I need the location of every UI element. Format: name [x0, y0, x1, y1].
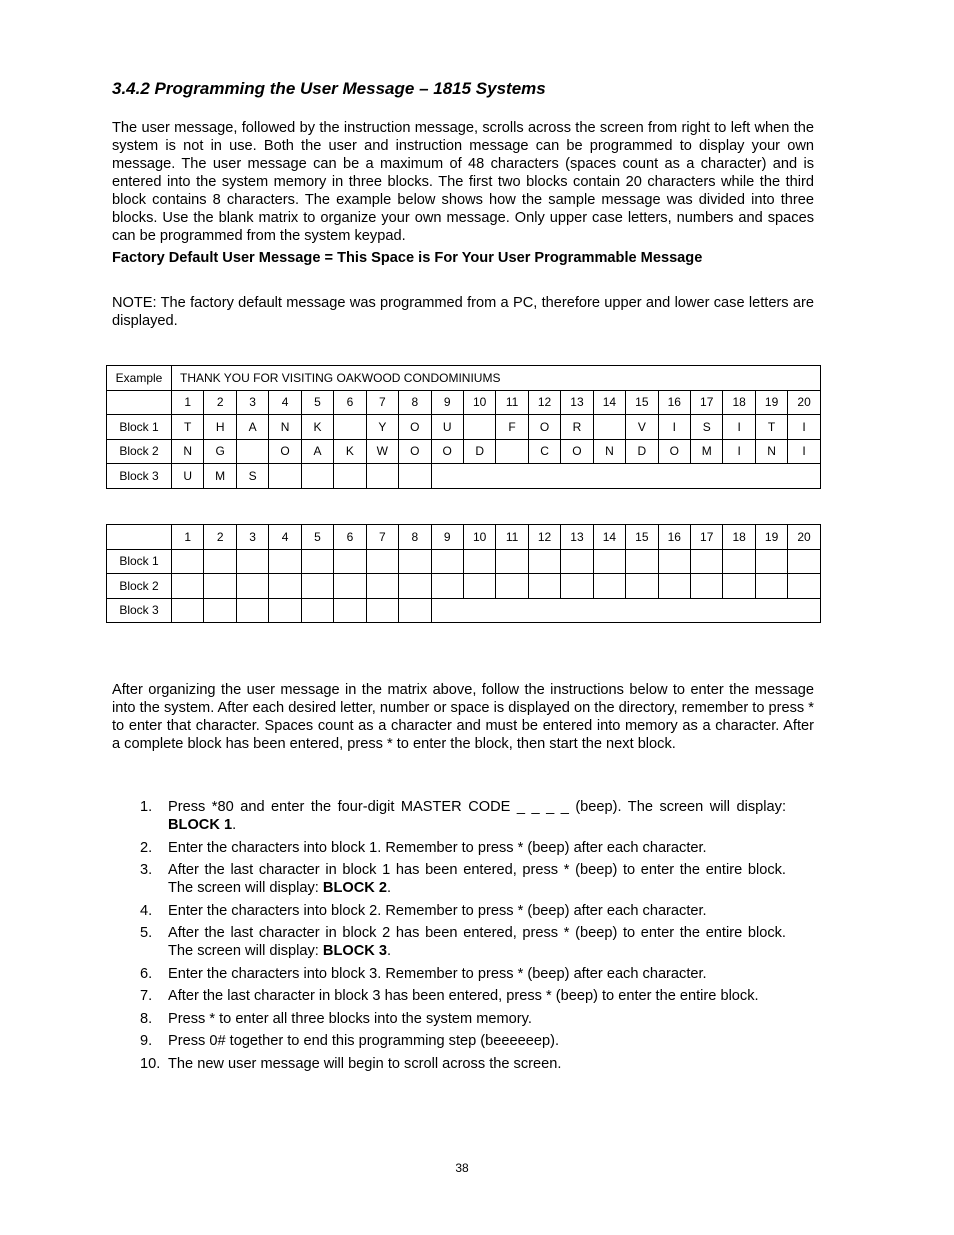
- blank-character-cell: [172, 549, 204, 574]
- example-matrix-table: [106, 365, 821, 489]
- step-text: Press * to enter all three blocks into the system memory.: [168, 1010, 532, 1027]
- blank-character-cell: [528, 574, 560, 599]
- column-header: 16: [658, 525, 690, 550]
- blank-character-cell: [366, 598, 398, 623]
- character-cell: F: [496, 415, 528, 440]
- block-label: Block 2: [107, 439, 172, 464]
- character-cell: O: [431, 439, 463, 464]
- column-header: 7: [366, 525, 398, 550]
- blank-character-cell: [463, 574, 495, 599]
- character-cell: O: [399, 415, 431, 440]
- column-header: 16: [658, 390, 690, 415]
- character-cell: T: [755, 415, 787, 440]
- blank-character-cell: [172, 598, 204, 623]
- unused-cell-span: [431, 464, 820, 489]
- character-cell: N: [755, 439, 787, 464]
- blank-character-cell: [658, 549, 690, 574]
- blank-block-row: [107, 574, 821, 599]
- blank-matrix-table: [106, 524, 821, 623]
- character-cell: H: [204, 415, 236, 440]
- blank-character-cell: [301, 598, 333, 623]
- character-cell: M: [691, 439, 723, 464]
- column-header: 5: [301, 390, 333, 415]
- blank-character-cell: [236, 598, 268, 623]
- step-text: Enter the characters into block 3. Remember to press * (beep) after each character.: [168, 965, 707, 982]
- character-cell: O: [658, 439, 690, 464]
- character-cell: K: [301, 415, 333, 440]
- block-label: Block 3: [107, 464, 172, 489]
- column-header-row: [107, 525, 821, 550]
- step-screen-display: BLOCK 1: [168, 817, 233, 833]
- blank-character-cell: [399, 549, 431, 574]
- column-header: 20: [788, 525, 820, 550]
- instruction-step: [140, 1032, 786, 1050]
- step-end: .: [386, 880, 392, 896]
- column-header: 3: [236, 390, 268, 415]
- blank-character-cell: [561, 574, 593, 599]
- step-number: 4.: [140, 902, 153, 919]
- column-header: 17: [691, 390, 723, 415]
- unused-cell-span: [431, 598, 820, 623]
- column-header-row: [107, 390, 821, 415]
- blank-character-cell: [561, 549, 593, 574]
- blank-block-row: [107, 549, 821, 574]
- character-cell: [366, 464, 398, 489]
- character-cell: A: [236, 415, 268, 440]
- step-text: After the last character in block 1 has been entered, press * (beep) to enter the entire block. The screen will display:: [168, 862, 786, 896]
- character-cell: U: [172, 464, 204, 489]
- character-cell: [463, 415, 495, 440]
- blank-character-cell: [172, 574, 204, 599]
- column-header: 1: [172, 525, 204, 550]
- blank-character-cell: [788, 574, 820, 599]
- column-header: 1: [172, 390, 204, 415]
- intro-paragraph: The user message, followed by the instruction message, scrolls across the screen from right to left when the system is not in use. Both the user and instruction message can be programmed to display your own message. The user message can be a maximum of 48 characters (spaces count as a character) and is entered into the system memory in three blocks. The first two blocks contain 20 characters while the third block contains 8 characters. The example below shows how the sample message was divided into three blocks. Use the blank matrix to organize your own message. Only upper case letters, numbers and spaces can be programmed from the system keypad.: [112, 120, 814, 244]
- note-paragraph: NOTE: The factory default message was programmed from a PC, therefore upper and lower case letters are displayed.: [112, 295, 814, 329]
- step-number: 9.: [140, 1033, 153, 1049]
- step-number: 7.: [140, 988, 153, 1004]
- character-cell: [334, 415, 366, 440]
- step-text: Press *80 and enter the four-digit MASTER CODE _ _ _ _ (beep). The screen will display:: [168, 799, 786, 815]
- example-label: Example: [107, 366, 172, 391]
- character-cell: [269, 464, 301, 489]
- character-cell: V: [626, 415, 658, 440]
- column-header: 14: [593, 525, 625, 550]
- column-header: 9: [431, 390, 463, 415]
- blank-character-cell: [399, 574, 431, 599]
- column-header: 19: [755, 525, 787, 550]
- character-cell: T: [172, 415, 204, 440]
- column-header: 8: [399, 525, 431, 550]
- instruction-step: [140, 1010, 786, 1028]
- column-header: 7: [366, 390, 398, 415]
- column-header: 6: [334, 390, 366, 415]
- instruction-step: [140, 839, 786, 857]
- column-header: 4: [269, 525, 301, 550]
- character-cell: U: [431, 415, 463, 440]
- step-number: 6.: [140, 965, 153, 982]
- character-cell: D: [626, 439, 658, 464]
- character-cell: [593, 415, 625, 440]
- column-header: 15: [626, 525, 658, 550]
- blank-character-cell: [463, 549, 495, 574]
- step-text: Enter the characters into block 2. Remember to press * (beep) after each character.: [168, 902, 707, 919]
- blank-character-cell: [723, 549, 755, 574]
- blank-character-cell: [496, 574, 528, 599]
- blank-character-cell: [496, 549, 528, 574]
- step-screen-display: BLOCK 3: [322, 943, 387, 959]
- blank-character-cell: [269, 598, 301, 623]
- blank-character-cell: [236, 574, 268, 599]
- step-number: 2.: [140, 839, 153, 856]
- blank-character-cell: [528, 549, 560, 574]
- blank-character-cell: [334, 598, 366, 623]
- blank-character-cell: [334, 574, 366, 599]
- blank-character-cell: [301, 574, 333, 599]
- factory-default-line: Factory Default User Message = This Space is For Your User Programmable Message: [112, 250, 703, 266]
- column-header: 15: [626, 390, 658, 415]
- character-cell: [236, 439, 268, 464]
- character-cell: R: [561, 415, 593, 440]
- instruction-step: [140, 924, 786, 960]
- character-cell: I: [788, 415, 821, 440]
- blank-character-cell: [269, 574, 301, 599]
- character-cell: N: [269, 415, 301, 440]
- blank-character-cell: [658, 574, 690, 599]
- column-header: 17: [691, 525, 723, 550]
- column-header: 13: [561, 390, 593, 415]
- blank-character-cell: [691, 574, 723, 599]
- blank-character-cell: [366, 574, 398, 599]
- column-header: 6: [334, 525, 366, 550]
- step-text: After the last character in block 2 has been entered, press * (beep) to enter the entire block. The screen will display:: [168, 925, 786, 959]
- character-cell: O: [561, 439, 593, 464]
- blank-character-cell: [204, 574, 236, 599]
- step-number: 8.: [140, 1010, 153, 1027]
- blank-character-cell: [755, 574, 787, 599]
- character-cell: S: [691, 415, 723, 440]
- column-header: 9: [431, 525, 463, 550]
- blank-character-cell: [626, 549, 658, 574]
- character-cell: O: [399, 439, 431, 464]
- blank-character-cell: [301, 549, 333, 574]
- column-header: 8: [399, 390, 431, 415]
- column-header: 11: [496, 390, 528, 415]
- instruction-step: [140, 987, 786, 1005]
- step-end: .: [232, 817, 237, 833]
- character-cell: G: [204, 439, 236, 464]
- blank-character-cell: [204, 598, 236, 623]
- blank-character-cell: [723, 574, 755, 599]
- column-header: 18: [723, 390, 755, 415]
- character-cell: W: [366, 439, 398, 464]
- column-header: 10: [463, 390, 495, 415]
- blank-block-row: [107, 598, 821, 623]
- block-row: [107, 464, 821, 489]
- block-row: [107, 415, 821, 440]
- character-cell: S: [236, 464, 268, 489]
- column-header: 11: [496, 525, 528, 550]
- block-label: Block 2: [107, 574, 172, 599]
- blank-character-cell: [204, 549, 236, 574]
- page-number: 38: [455, 1161, 469, 1175]
- instruction-steps-list: [140, 798, 786, 1077]
- corner-cell: [107, 390, 172, 415]
- block-label: Block 1: [107, 415, 172, 440]
- step-screen-display: BLOCK 2: [322, 880, 387, 896]
- after-paragraph: After organizing the user message in the matrix above, follow the instructions below to enter the message into the system. After each desired letter, number or space is displayed on the directory, remember to press * to enter that character. Spaces count as a character and must be entered into memory as a character. After a complete block has been entered, press * to enter the block, then start the next block.: [112, 682, 814, 752]
- character-cell: I: [723, 439, 755, 464]
- character-cell: [496, 439, 528, 464]
- column-header: 13: [561, 525, 593, 550]
- column-header: 12: [528, 525, 560, 550]
- column-header: 12: [528, 390, 560, 415]
- blank-character-cell: [431, 549, 463, 574]
- corner-cell: [107, 525, 172, 550]
- step-number: 10.: [140, 1055, 161, 1072]
- step-end: .: [386, 943, 392, 959]
- step-text: After the last character in block 3 has been entered, press * (beep) to enter the entire block.: [168, 988, 759, 1004]
- instruction-step: [140, 798, 786, 834]
- blank-character-cell: [755, 549, 787, 574]
- blank-character-cell: [399, 598, 431, 623]
- character-cell: N: [593, 439, 625, 464]
- step-number: 1.: [140, 799, 153, 815]
- column-header: 19: [755, 390, 787, 415]
- step-text: The new user message will begin to scroll across the screen.: [168, 1055, 562, 1072]
- step-text: Enter the characters into block 1. Remember to press * (beep) after each character.: [168, 839, 707, 856]
- instruction-step: [140, 1055, 786, 1073]
- section-heading: 3.4.2 Programming the User Message – 1815 Systems: [112, 79, 546, 98]
- blank-character-cell: [626, 574, 658, 599]
- block-row: [107, 439, 821, 464]
- character-cell: A: [301, 439, 333, 464]
- column-header: 4: [269, 390, 301, 415]
- column-header: 5: [301, 525, 333, 550]
- blank-character-cell: [691, 549, 723, 574]
- character-cell: O: [269, 439, 301, 464]
- blank-character-cell: [334, 549, 366, 574]
- character-cell: [334, 464, 366, 489]
- example-message-row: [107, 366, 821, 391]
- column-header: 20: [788, 390, 821, 415]
- column-header: 18: [723, 525, 755, 550]
- character-cell: I: [658, 415, 690, 440]
- column-header: 3: [236, 525, 268, 550]
- blank-character-cell: [593, 549, 625, 574]
- column-header: 14: [593, 390, 625, 415]
- character-cell: C: [528, 439, 560, 464]
- instruction-step: [140, 965, 786, 983]
- character-cell: [301, 464, 333, 489]
- character-cell: Y: [366, 415, 398, 440]
- blank-character-cell: [431, 574, 463, 599]
- blank-character-cell: [269, 549, 301, 574]
- instruction-step: [140, 861, 786, 897]
- character-cell: N: [172, 439, 204, 464]
- character-cell: D: [463, 439, 495, 464]
- step-number: 5.: [140, 925, 153, 941]
- character-cell: M: [204, 464, 236, 489]
- column-header: 10: [463, 525, 495, 550]
- column-header: 2: [204, 390, 236, 415]
- character-cell: [399, 464, 431, 489]
- column-header: 2: [204, 525, 236, 550]
- instruction-step: [140, 902, 786, 920]
- blank-character-cell: [788, 549, 820, 574]
- block-label: Block 1: [107, 549, 172, 574]
- blank-character-cell: [366, 549, 398, 574]
- step-text: Press 0# together to end this programming step (beeeeeep).: [168, 1033, 560, 1049]
- character-cell: I: [723, 415, 755, 440]
- blank-character-cell: [593, 574, 625, 599]
- character-cell: O: [528, 415, 560, 440]
- character-cell: I: [788, 439, 821, 464]
- block-label: Block 3: [107, 598, 172, 623]
- step-number: 3.: [140, 862, 153, 878]
- example-message-cell: THANK YOU FOR VISITING OAKWOOD CONDOMINIUMS: [172, 366, 821, 391]
- character-cell: K: [334, 439, 366, 464]
- blank-character-cell: [236, 549, 268, 574]
